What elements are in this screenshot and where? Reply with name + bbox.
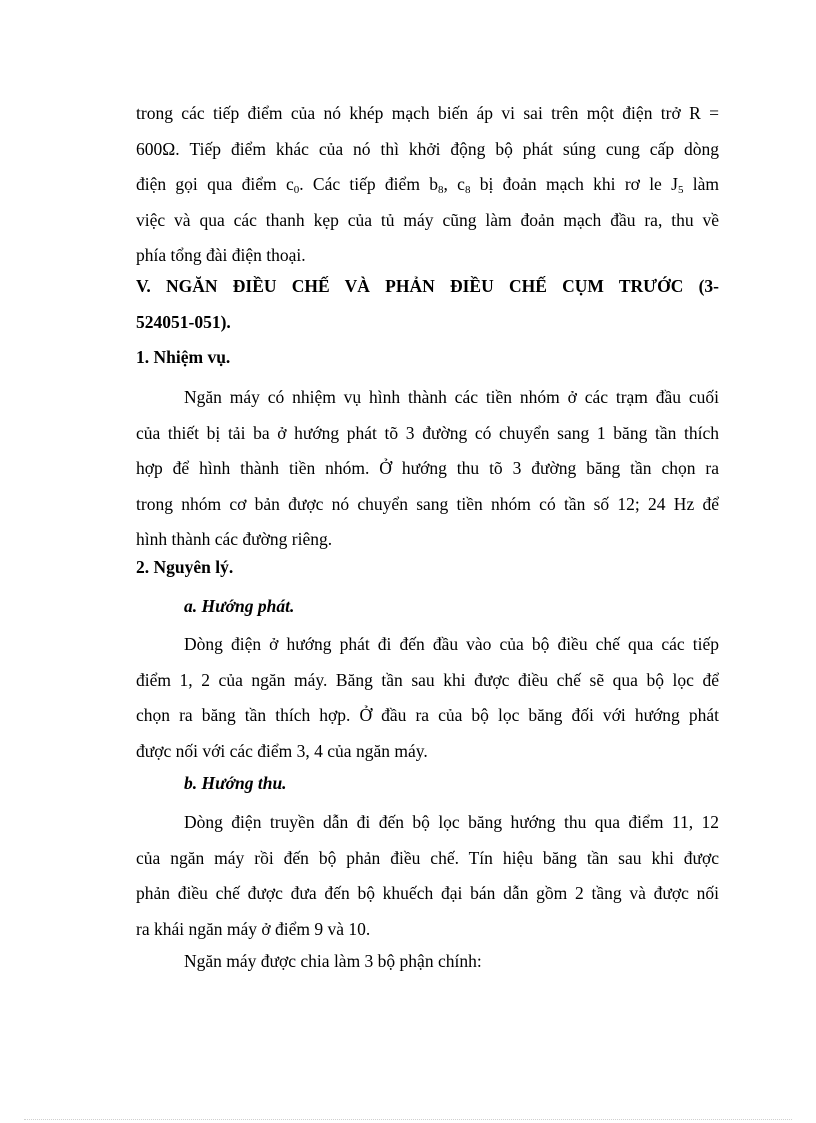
subheading-tasks: 1. Nhiệm vụ. [136,347,231,367]
text-line: trong các tiếp điểm của nó khép mạch biến áp vi sai trên một điện trở R = [136,103,719,123]
text-line: việc và qua các thanh kẹp của tủ máy cũng làm đoản mạch đầu ra, thu về [136,209,719,230]
text-line: 600Ω. Tiếp điểm khác của nó thì khởi động bộ phát súng cung cấp dòng [136,138,719,159]
text-line: ra khái ngăn máy ở điểm 9 và 10. [136,918,371,939]
text-line: của ngăn máy rồi đến bộ phản điều chế. Tín hiệu băng tần sau khi được [136,847,719,868]
paragraph-receive [136,805,719,947]
text-line: phía tổng đài điện thoại. [136,245,306,265]
text-line: điểm 1, 2 của ngăn máy. Băng tần sau khi được điều chế sẽ qua bộ lọc để [136,669,719,690]
paragraph-tasks [136,380,719,558]
section-heading [136,269,719,340]
page-bottom-divider [24,1119,792,1120]
subsection-transmit-direction: a. Hướng phát. [184,596,295,616]
paragraph-transmit [136,627,719,769]
section-heading-line: V. NGĂN ĐIỀU CHẾ VÀ PHẢN ĐIỀU CHẾ CỤM TRƯỚC (3- [136,276,719,296]
text-line: Ngăn máy được chia làm 3 bộ phận chính: [184,951,482,971]
text-line: Dòng điện ở hướng phát đi đến đầu vào của bộ điều chế qua các tiếp [184,634,719,654]
paragraph-components [136,944,719,980]
text-line: Dòng điện truyền dẫn đi đến bộ lọc băng hướng thu qua điểm 11, 12 [184,812,719,832]
paragraph-relay-contacts [136,96,719,274]
text-line: trong nhóm cơ bản được nó chuyển sang tiền nhóm có tần số 12; 24 Hz để [136,493,719,514]
text-line: của thiết bị tải ba ở hướng phát tõ 3 đường có chuyển sang 1 băng tần thích [136,422,719,443]
text-line: được nối với các điểm 3, 4 của ngăn máy. [136,740,428,761]
text-line: Ngăn máy có nhiệm vụ hình thành các tiền nhóm ở các trạm đầu cuối [184,387,719,407]
text-line: điện gọi qua điểm $c_0$. Các tiếp điểm $b_8$, $c_8$ bị đoản mạch khi rơ le $J_5$ làm [136,174,719,196]
section-heading-line: 524051-051). [136,311,231,332]
text-line: hình thành các đường riêng. [136,529,333,549]
subsection-receive-direction: b. Hướng thu. [184,773,287,793]
text-line: hợp để hình thành tiền nhóm. Ở hướng thu tõ 3 đường băng tần chọn ra [136,458,719,478]
text-line: chọn ra băng tần thích hợp. Ở đầu ra của bộ lọc băng đối với hướng phát [136,705,719,725]
subheading-principle: 2. Nguyên lý. [136,557,234,577]
text-line: phản điều chế được đưa đến bộ khuếch đại bán dẫn gồm 2 tầng và được nối [136,883,719,903]
